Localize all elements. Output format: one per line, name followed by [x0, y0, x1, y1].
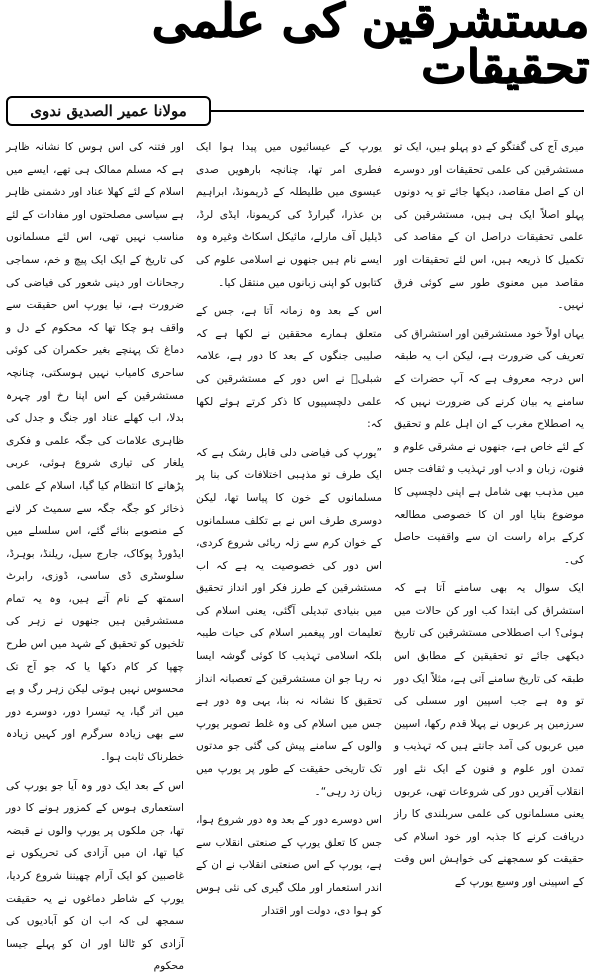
paragraph: یہاں اولاً خود مستشرقین اور استشراق کی تعریف کی ضرورت ہے، لیکن اب یہ طبقہ اس درجہ معروف ہے کہ آپ حضرات کے سامنے یہ بیان کرنے کی ضرورت نہیں کہ یہ اصطلاح مغرب کے ان اہل علم و تحقیق کے لئے خاص ہے، جنھوں نے مشرقی علوم و فنون، زبان و ادب اور تہذیب و ثقافت جس میں مذہب بھی شامل ہے اپنی دلچسپی کا موضوع بنایا اور ان کا خصوصی مطالعہ کرکے براہ راست ان سے واقفیت حاصل کی۔: [394, 327, 584, 566]
article-column-3: [6, 136, 184, 973]
header-rule: [211, 110, 584, 112]
paragraph: اس کے بعد وہ زمانہ آتا ہے، جس کے متعلق ہمارے محققین نے لکھا ہے کہ صلیبی جنگوں کے بعد کا دور ہے، علامہ شبلیؒ نے اس دور کے مستشرقین کی علمی دلچسپیوں کا ذکر کرتے ہوئے لکھا کہ:: [196, 305, 382, 431]
headline: [138, 0, 589, 93]
article-column-2: [196, 136, 382, 917]
paragraph: اور فتنہ کی اس ہوس کا نشانہ ظاہر ہے کہ مسلم ممالک ہی تھے، ایسے میں اسلام کے لئے کھلا عناد اور دشمنی ظاہر ہے سیاسی مصلحتوں اور مفادات کے لئے مناسب نہیں تھی، اس لئے مسلمانوں کی تاریخ کے ایک ایک پیچ و خم، سماجی رجحانات اور دینی شعور کی فیاضی کی ضرورت ہے، نیا یورپ اس حقیقت سے واقف ہو چکا تھا کہ محکوم کے دل و دماغ تک پہنچے بغیر حکمران کی کوئی ساحری کامیاب نہیں ہوسکتی، چنانچہ مستشرقین کے اس اپنا رخ اور چہرہ بدلا، اب کھلے عناد اور جنگ و جدل کی ظاہری علامات کی جگہ علمی و فکری یلغار کی تیاری شروع ہوئی، عربی پڑھانے کا انتظام کیا گیا، اسلام کے علمی ذخائر کو جگہ جگہ سے سمیٹ کر لانے کے منصوبے بنائے گئے، اس سلسلے میں ایڈورڈ پوکاک، جارج سیل، ریلنڈ، بوہرڈ، سلوسٹری ڈی ساسی، ڈوزی، رابرٹ اسمتھ کے نام آتے ہیں، وہ یہ تمام مستشرقین ہیں جنھوں نے زہر کی تلخیوں کو تحقیق کے شہد میں اس طرح چھپا کر کام دکھا یا کہ جو آج تک محسوس نہیں ہوتی لیکن زہر رگ و پے میں اتر گیا، یہ تیسرا دور، دوسرے دور سے بھی زیادہ سرگرم اور کہیں زیادہ خطرناک ثابت ہوا۔: [6, 141, 184, 764]
paragraph: ایک سوال یہ بھی سامنے آتا ہے کہ استشراق کی ابتدا کب اور کن حالات میں ہوئی؟ اب اصطلاحی مستشرقین کی تاریخ دیکھی جائے تو تحقیقین کے مطابق اس طبقہ کی تاریخ سامنے آتی ہے، مثلاً ایک دور تو وہ ہے جب اسپین اور سسلی کی سرزمین پر عربوں نے پہلا قدم رکھا، اسپین میں عربوں کی آمد جانتے ہیں کہ تہذیب و تمدن اور علوم و فنون کے ایک نئے اور انقلاب آفریں دور کی شروعات تھی، عربوں یعنی مسلمانوں کی علمی سربلندی کا راز دریافت کرنے کا جذبہ اور خود اسلام کی حقیقت کو سمجھنے کی خواہش اس وقت کے اسپینی اور وسیع یورپ کے: [394, 582, 584, 888]
quote-paragraph: ”یورپ کی فیاضی دلی قابل رشک ہے کہ ایک طرف تو مذہبی اختلافات کی بنا پر مسلمانوں کے خون کا پیاسا تھا، لیکن دوسری طرف اس نے بے تکلف مسلمانوں کے خوان کرم سے زلہ ربائی شروع کردی، اس دور کی خصوصیت یہ ہے کہ اب مستشرقین کے طرز فکر اور انداز تحقیق میں بنیادی تبدیلی آگئی، یعنی اسلام کی تعلیمات اور پیغمبر اسلام کی حیات طیبہ بلکہ اسلامی تہذیب کا کوئی گوشہ ایسا نہ رہا جو ان مستشرقین کے تعصبانہ انداز تحقیق کا نشانہ نہ بنا، یہی وہ دور ہے جس میں اسلام کی وہ غلط تصویر یورپ والوں کے سامنے پیش کی گئی جو مدتوں تک تاریخی حقیقت کے طور پر یورپ میں زبان زد رہی“۔: [196, 446, 382, 798]
paragraph: یورپ کے عیسائیوں میں پیدا ہوا ایک فطری امر تھا، چنانچہ بارھویں صدی عیسوی میں طلیطلہ کے ڈریمونڈ، ابراہیم بن عذرا، گیرارڈ کی کریمونا، ایڈی لرڈ، ڈیلیل آف مارلے، مائیکل اسکاٹ وغیرہ وہ ایسے نام ہیں جنھوں نے اسلامی علوم کی کتابوں کو اپنی زبانوں میں منتقل کیا۔: [196, 141, 382, 289]
byline-box: [6, 96, 211, 126]
article-column-1: [394, 136, 584, 888]
author-name: مولانا عمیر الصدیق ندوی: [30, 102, 187, 120]
paragraph: اس دوسرے دور کے بعد وہ دور شروع ہوا، جس کا تعلق یورپ کے صنعتی انقلاب سے ہے، یورپ کے اس صنعتی انقلاب نے ان کے اندر استعمار اور ملک گیری کی نئی ہوس کو ہوا دی، دولت اور اقتدار: [196, 814, 382, 917]
headline-text: مستشرقین کی علمی تحقیقات: [151, 0, 589, 93]
paragraph: اس کے بعد ایک دور وہ آیا جو یورپ کی استعماری ہوس کے کمزور ہونے کا دور تھا، جن ملکوں پر یورپ والوں نے قبضہ کیا تھا، ان میں آزادی کی تحریکوں نے غاصبین کو ایک آرام چھیننا شروع کردیا، یورپ کے شاطر دماغوں نے یہ حقیقت سمجھ لی کہ اب ان کو آبادیوں کی آزادی کو ٹالنا اور ان کو پہلے جیسا محکوم: [6, 779, 184, 973]
paragraph: میری آج کی گفتگو کے دو پہلو ہیں، ایک تو مستشرقین کی علمی تحقیقات اور دوسرے ان کے اصل مقاصد، دیکھا جائے تو یہ دونوں پہلو اصلاً ایک ہی ہیں، مستشرقین کی علمی تحقیقات دراصل ان کے مقاصد کی تکمیل کا ذریعہ ہیں، اس لئے تحقیقات اور مقاصد میں معنوی طور سے کوئی فرق نہیں۔: [394, 141, 584, 312]
